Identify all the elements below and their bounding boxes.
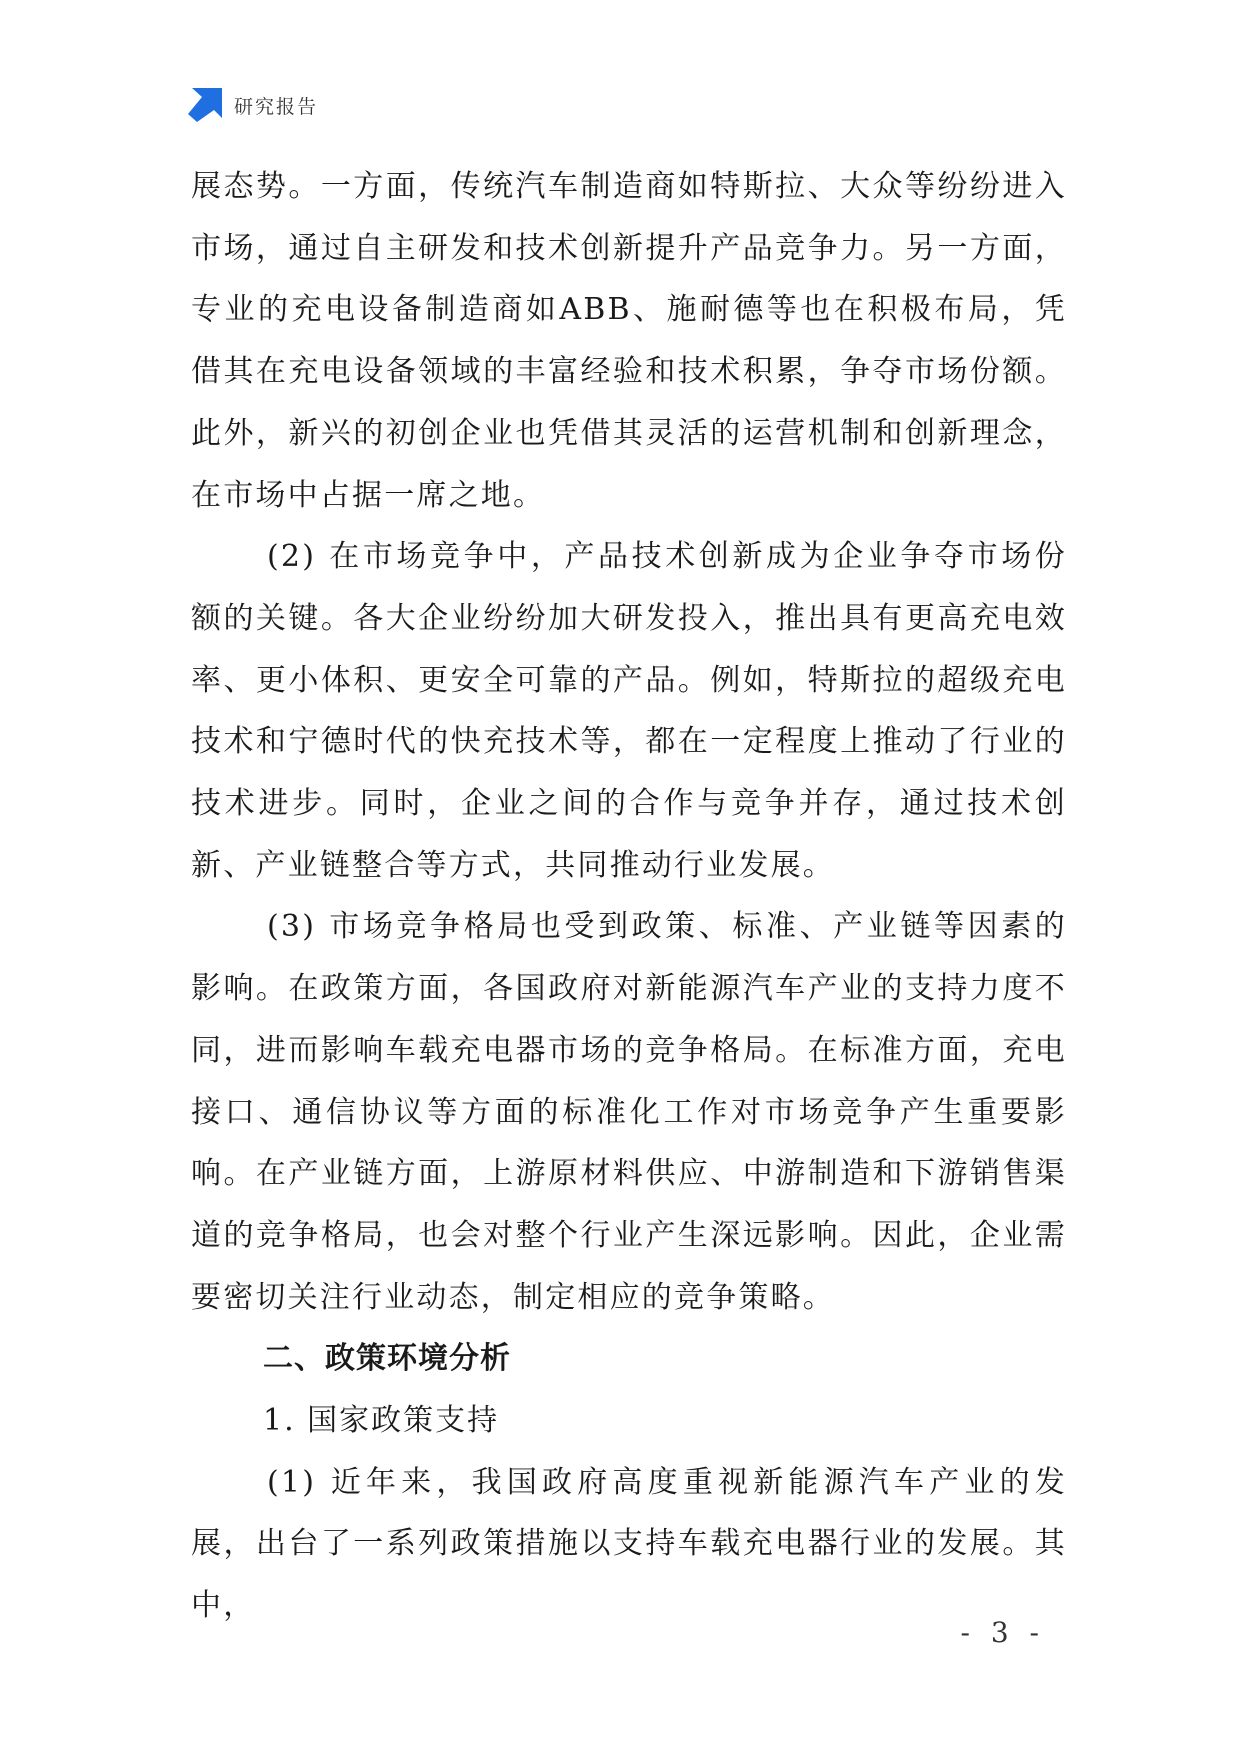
paragraph-policy-1: (1) 近年来，我国政府高度重视新能源汽车产业的发展，出台了一系列政策措施以支持车载充电器行业的发展。其中， [191, 1464, 1067, 1624]
header-title: 研究报告 [234, 95, 319, 118]
subsection-heading: 1. 国家政策支持 [263, 1403, 500, 1439]
page-header [188, 88, 318, 122]
paragraph-continued: 展态势。一方面，传统汽车制造商如特斯拉、大众等纷纷进入市场，通过自主研发和技术创新提升产品竞争力。另一方面，专业的充电设备制造商如ABB、施耐德等也在积极布局，凭借其在充电设备领域的丰富经验和技术积累，争夺市场份额。此外，新兴的初创企业也凭借其灵活的运营机制和创新理念，在市场中占据一席之地。 [191, 169, 1067, 513]
page-number: - 3 - [960, 1616, 1045, 1649]
arrow-up-right-icon [188, 88, 222, 122]
section-heading: 二、政策环境分析 [263, 1341, 511, 1377]
paragraph-2: (2) 在市场竞争中，产品技术创新成为企业争夺市场份额的关键。各大企业纷纷加大研发投入，推出具有更高充电效率、更小体积、更安全可靠的产品。例如，特斯拉的超级充电技术和宁德时代的快充技术等，都在一定程度上推动了行业的技术进步。同时，企业之间的合作与竞争并存，通过技术创新、产业链整合等方式，共同推动行业发展。 [191, 539, 1067, 883]
paragraph-3: (3) 市场竞争格局也受到政策、标准、产业链等因素的影响。在政策方面，各国政府对新能源汽车产业的支持力度不同，进而影响车载充电器市场的竞争格局。在标准方面，充电接口、通信协议等方面的标准化工作对市场竞争产生重要影响。在产业链方面，上游原材料供应、中游制造和下游销售渠道的竞争格局，也会对整个行业产生深远影响。因此，企业需要密切关注行业动态，制定相应的竞争策略。 [191, 909, 1067, 1315]
document-body [191, 156, 1067, 1637]
